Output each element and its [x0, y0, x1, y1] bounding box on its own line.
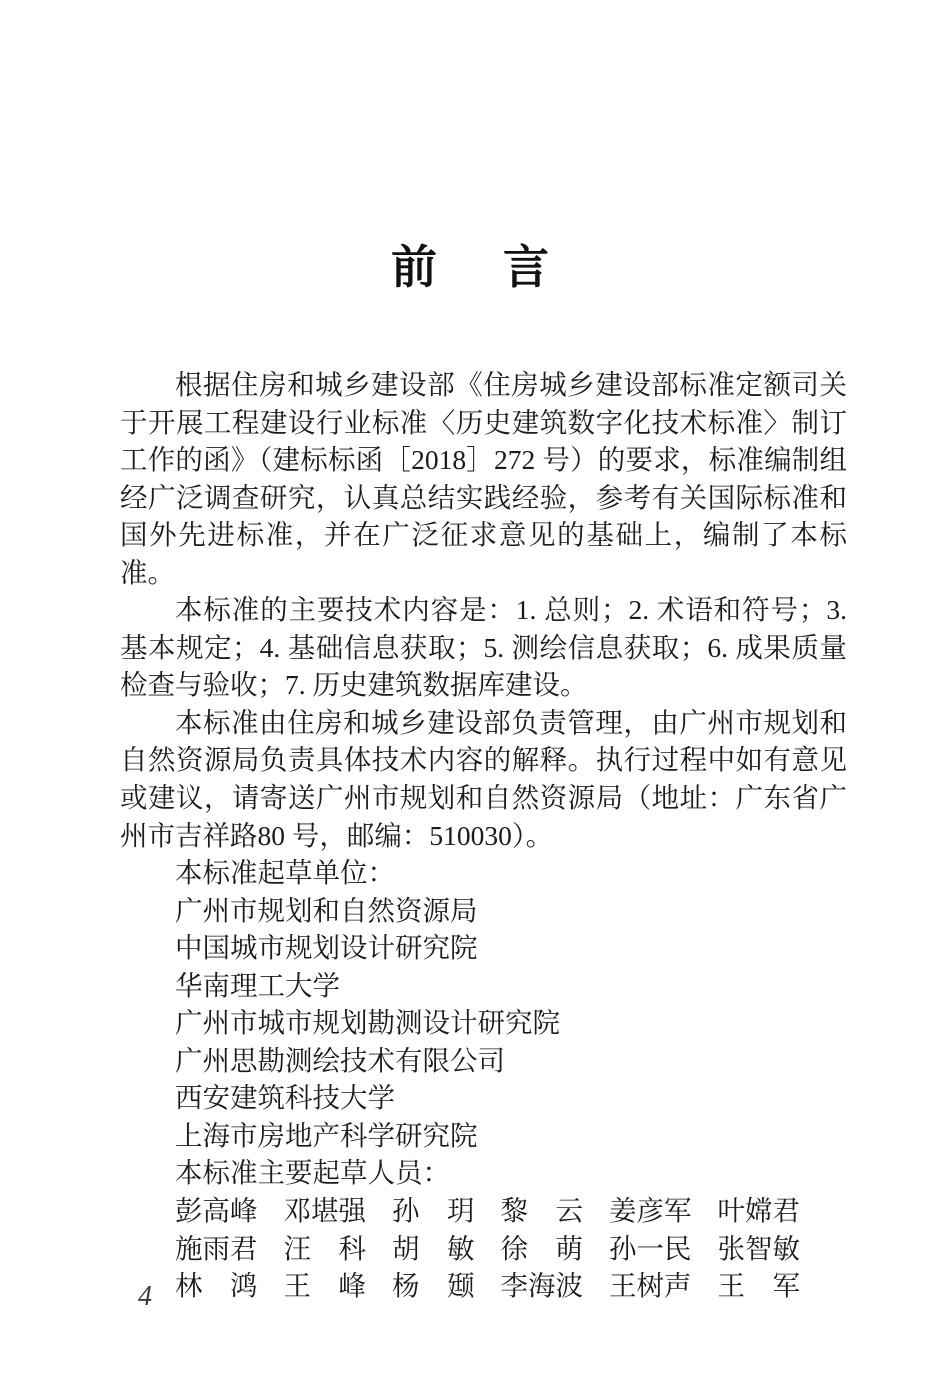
paragraph-management: 本标准由住房和城乡建设部负责管理，由广州市规划和自然资源局负责具体技术内容的解释。执行过程中如有意见或建议，请寄送广州市规划和自然资源局（地址：广东省广州市吉祥路80 号，邮编：510030）。 [120, 706, 847, 851]
drafters-row [120, 1267, 847, 1305]
drafting-unit-item: 上海市房地产科学研究院 [175, 1119, 478, 1151]
drafters-label: 本标准主要起草人员： [175, 1157, 450, 1189]
preface-body [120, 366, 847, 1305]
drafter-name: 徐 萌 [500, 1232, 583, 1264]
drafting-unit-item: 广州市城市规划勘测设计研究院 [175, 1007, 560, 1039]
drafter-name: 孙一民 [609, 1232, 692, 1264]
drafter-name: 王 峰 [283, 1270, 366, 1302]
page-number: 4 [138, 1281, 152, 1312]
drafting-units-label: 本标准起草单位： [175, 857, 395, 889]
drafter-name: 李海波 [500, 1270, 583, 1302]
drafters-row [120, 1230, 847, 1268]
page-title: 前 言 [391, 242, 559, 293]
paragraph-basis: 根据住房和城乡建设部《住房城乡建设部标准定额司关于开展工程建设行业标准〈历史建筑数字化技术标准〉制订工作的函》（建标标函［2018］272 号）的要求，标准编制组经广泛调查研究，认真总结实践经验，参考有关国际标准和国外先进标准，并在广泛征求意见的基础上，编制了本标准。 [120, 369, 847, 588]
drafter-name: 孙 玥 [392, 1195, 475, 1227]
drafter-name: 胡 敏 [392, 1232, 475, 1264]
drafter-name: 彭高峰 [175, 1195, 258, 1227]
drafter-name: 王树声 [609, 1270, 692, 1302]
drafting-unit-item: 华南理工大学 [175, 969, 340, 1001]
drafting-unit-item: 中国城市规划设计研究院 [175, 932, 478, 964]
drafter-name: 施雨君 [175, 1232, 258, 1264]
drafter-name: 张智敏 [717, 1232, 800, 1264]
drafter-name: 汪 科 [283, 1232, 366, 1264]
drafter-name: 杨 颋 [392, 1270, 475, 1302]
drafting-unit-item: 广州思勘测绘技术有限公司 [175, 1044, 505, 1076]
drafter-name: 黎 云 [500, 1195, 583, 1227]
drafter-name: 林 鸿 [175, 1270, 258, 1302]
drafter-name: 姜彦军 [609, 1195, 692, 1227]
drafter-name: 叶嫦君 [717, 1195, 800, 1227]
drafting-unit-item: 广州市规划和自然资源局 [175, 894, 478, 926]
paragraph-contents: 本标准的主要技术内容是：1. 总则；2. 术语和符号；3. 基本规定；4. 基础信息获取；5. 测绘信息获取；6. 成果质量检查与验收；7. 历史建筑数据库建设。 [120, 594, 847, 701]
drafter-name: 王 军 [717, 1270, 800, 1302]
drafters-row [120, 1192, 847, 1230]
drafting-unit-item: 西安建筑科技大学 [175, 1082, 395, 1114]
drafter-name: 邓堪强 [283, 1195, 366, 1227]
